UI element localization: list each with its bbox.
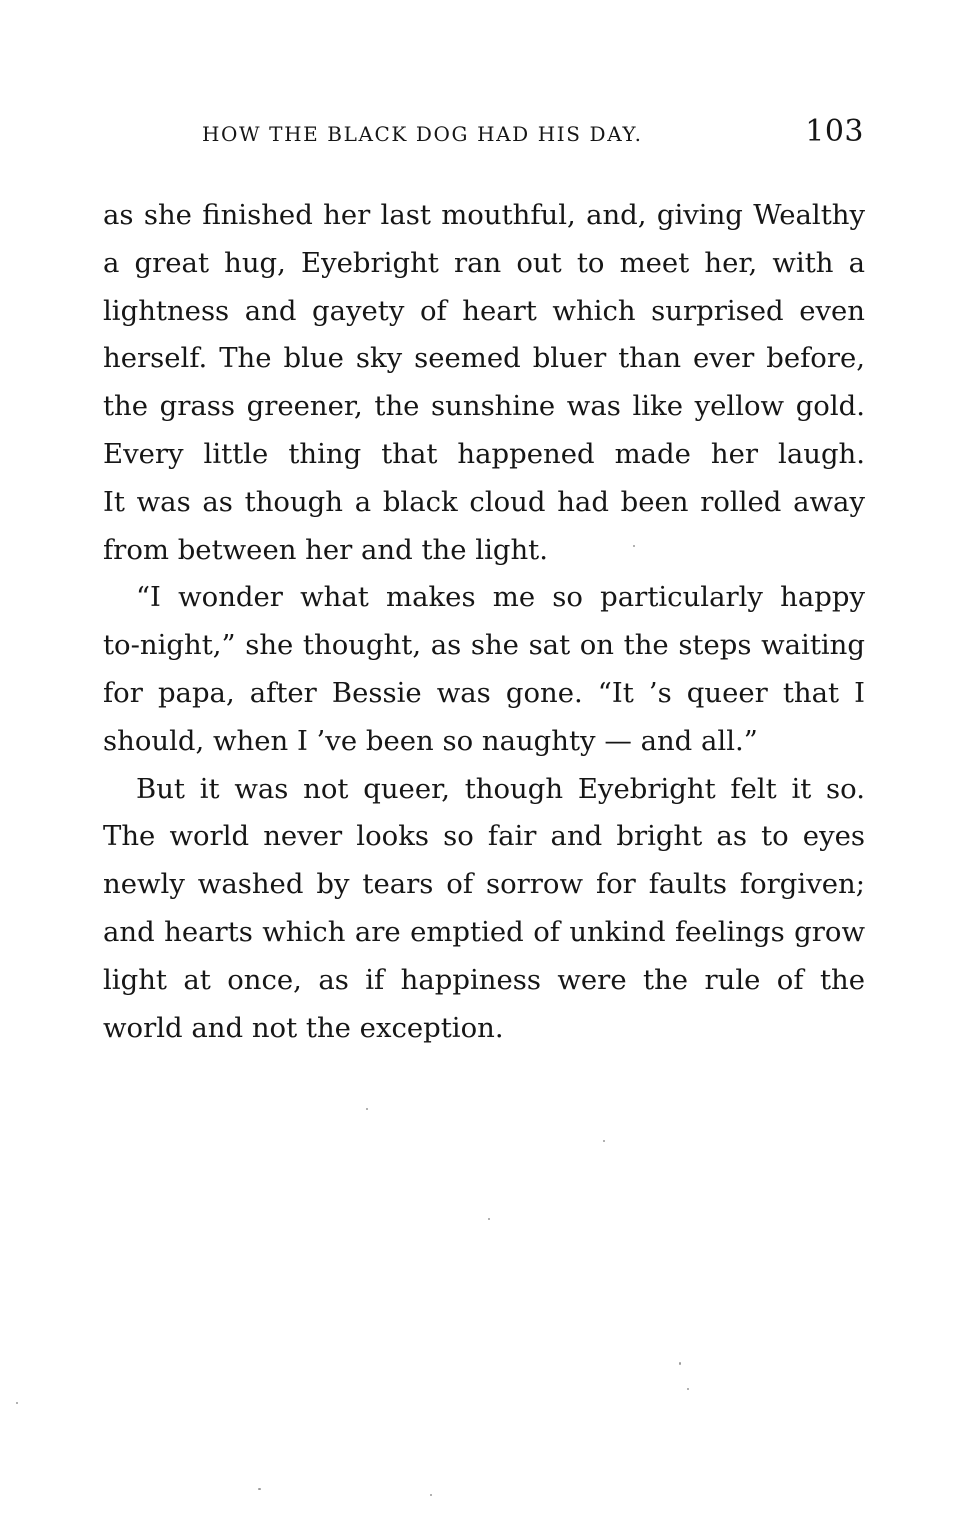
text-line: for papa, after Bessie was gone. “It ’s queer that I xyxy=(103,676,865,709)
text-line: should, when I ’ve been so naughty — and all.” xyxy=(103,724,758,757)
text-line: the grass greener, the sunshine was like yellow gold. xyxy=(103,390,865,423)
text-line: light at once, as if happiness were the rule of the xyxy=(103,963,865,996)
body-text xyxy=(103,192,865,1052)
text-line: “I wonder what makes me so particularly happy xyxy=(136,581,865,614)
paper-speck xyxy=(633,545,635,547)
paper-speck xyxy=(603,1140,605,1142)
text-line: a great hug, Eyebright ran out to meet her, with a xyxy=(103,246,865,279)
text-line: and hearts which are emptied of unkind feelings grow xyxy=(103,915,865,948)
text-line: newly washed by tears of sorrow for faults forgiven; xyxy=(103,868,865,901)
paper-speck xyxy=(679,1362,681,1365)
text-line: The world never looks so fair and bright as to eyes xyxy=(103,820,865,853)
text-line: as she finished her last mouthful, and, giving Wealthy xyxy=(103,199,865,231)
text-line: It was as though a black cloud had been rolled away xyxy=(103,485,865,518)
text-line: Every little thing that happened made her laugh. xyxy=(103,437,865,470)
text-line: But it was not queer, though Eyebright felt it so. xyxy=(136,772,865,805)
paper-speck xyxy=(366,1108,368,1110)
paper-speck xyxy=(430,1494,432,1496)
page-number: 103 xyxy=(805,114,864,149)
paper-speck xyxy=(687,1388,689,1390)
text-line: to-night,” she thought, as she sat on the steps waiting xyxy=(103,629,865,662)
running-title: HOW THE BLACK DOG HAD HIS DAY. xyxy=(202,122,643,146)
text-line: herself. The blue sky seemed bluer than ever before, xyxy=(103,342,865,375)
text-line: lightness and gayety of heart which surprised even xyxy=(103,294,865,327)
paper-speck xyxy=(488,1218,490,1220)
text-line: world and not the exception. xyxy=(103,1011,504,1044)
text-line: from between her and the light. xyxy=(103,533,548,566)
running-head xyxy=(100,110,864,158)
paper-speck xyxy=(16,1402,18,1404)
paper-speck xyxy=(258,1488,261,1490)
